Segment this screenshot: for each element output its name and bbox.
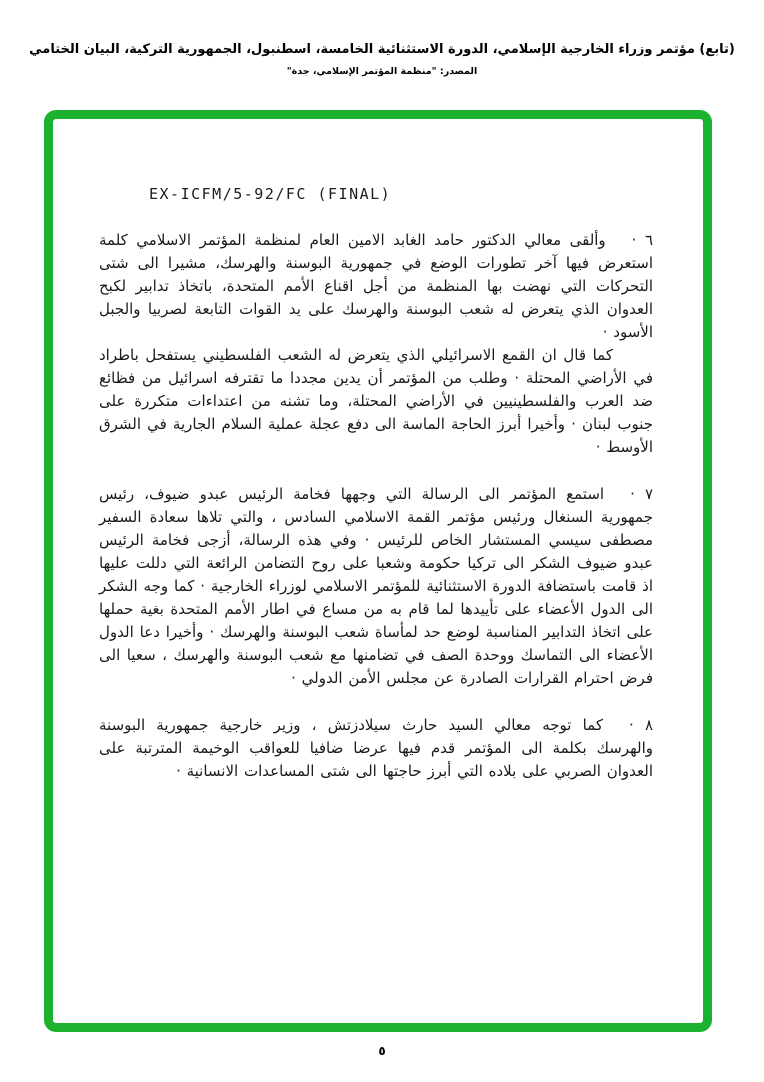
header-source: المصدر: "منظمة المؤتمر الإسلامي، جدة" bbox=[286, 66, 478, 77]
green-border-frame bbox=[44, 110, 712, 1032]
paragraph-continuation: كما قال ان القمع الاسرائيلي الذي يتعرض له الشعب الفلسطيني يستفحل باطراد في الأراضي المحتلة · وطلب من المؤتمر أن يدين مجددا ما تقترفه اسرائيل من فظائع ضد العرب والفلسطينيين في الأراضي المحتلة، وما تشنه من اعتداءات متكررة على جنوب لبنان · وأخيرا أبرز الحاجة الماسة الى دفع عجلة عملية السلام الجارية في الشرق الأوسط · bbox=[99, 346, 653, 456]
paragraph-block: ٦ ·وألقى معالي الدكتور حامد الغابد الامين العام لمنظمة المؤتمر الاسلامي كلمة استعرض فيها آخر تطورات الوضع في جمهورية البوسنة والهرسك، مشيرا الى شتى التحركات التي نهضت بها المنظمة من أجل اقناع الأمم المتحدة، باتخاذ تدابير لكبح العدوان الذي يتعرض له شعب البوسنة والهرسك على يد القوات التابعة لصربيا والجبل الأسود · bbox=[99, 231, 653, 341]
document-header bbox=[0, 42, 764, 77]
header-title: (تابع) مؤتمر وزراء الخارجية الإسلامي، الدورة الاستثنائية الخامسة، اسطنبول، الجمهورية التركية، البيان الختامي bbox=[29, 42, 735, 57]
paragraph-number: ٨ · bbox=[629, 716, 653, 734]
paragraph-block: ٨ ·كما توجه معالي السيد حارث سيلادزتش ، وزير خارجية جمهورية البوسنة والهرسك بكلمة الى المؤتمر قدم فيها عرضا ضافيا للعواقب الوخيمة المترتبة على العدوان الصربي على بلاده التي أبرز حاجتها الى شتى المساعدات الانسانية · bbox=[99, 716, 653, 780]
paragraph-number: ٦ · bbox=[631, 231, 653, 249]
paragraph-block: ٧ ·استمع المؤتمر الى الرسالة التي وجهها فخامة الرئيس عبدو ضيوف، رئيس جمهورية السنغال ورئيس مؤتمر القمة الاسلامي السادس ، والتي تلاها سعادة السفير مصطفى سيسي المستشار الخاص للرئيس · وفي هذه الرسالة، أزجى فخامة الرئيس عبدو ضيوف الشكر الى تركيا حكومة وشعبا على روح التضامن الرائعة التي دللت عليها اذ قامت باستضافة الدورة الاستثنائية للمؤتمر الاسلامي لوزراء الخارجية · كما وجه الشكر الى الدول الأعضاء على تأييدها لما قام به من مساع في اطار الأمم المتحدة بغية حملها على اتخاذ التدابير المناسبة لوضع حد لمأساة شعب البوسنة والهرسك · وأخيرا دعا الدول الأعضاء الى التماسك ووحدة الصف في تضامنها مع شعب البوسنة والهرسك ، سعيا الى فرض احترام القرارات الصادرة عن مجلس الأمن الدولي · bbox=[99, 485, 653, 687]
document-code: EX-ICFM/5-92/FC (FINAL) bbox=[149, 185, 392, 203]
page-number: ٥ bbox=[378, 1044, 386, 1058]
document-body bbox=[99, 229, 653, 783]
paragraph-number: ٧ · bbox=[630, 485, 653, 503]
